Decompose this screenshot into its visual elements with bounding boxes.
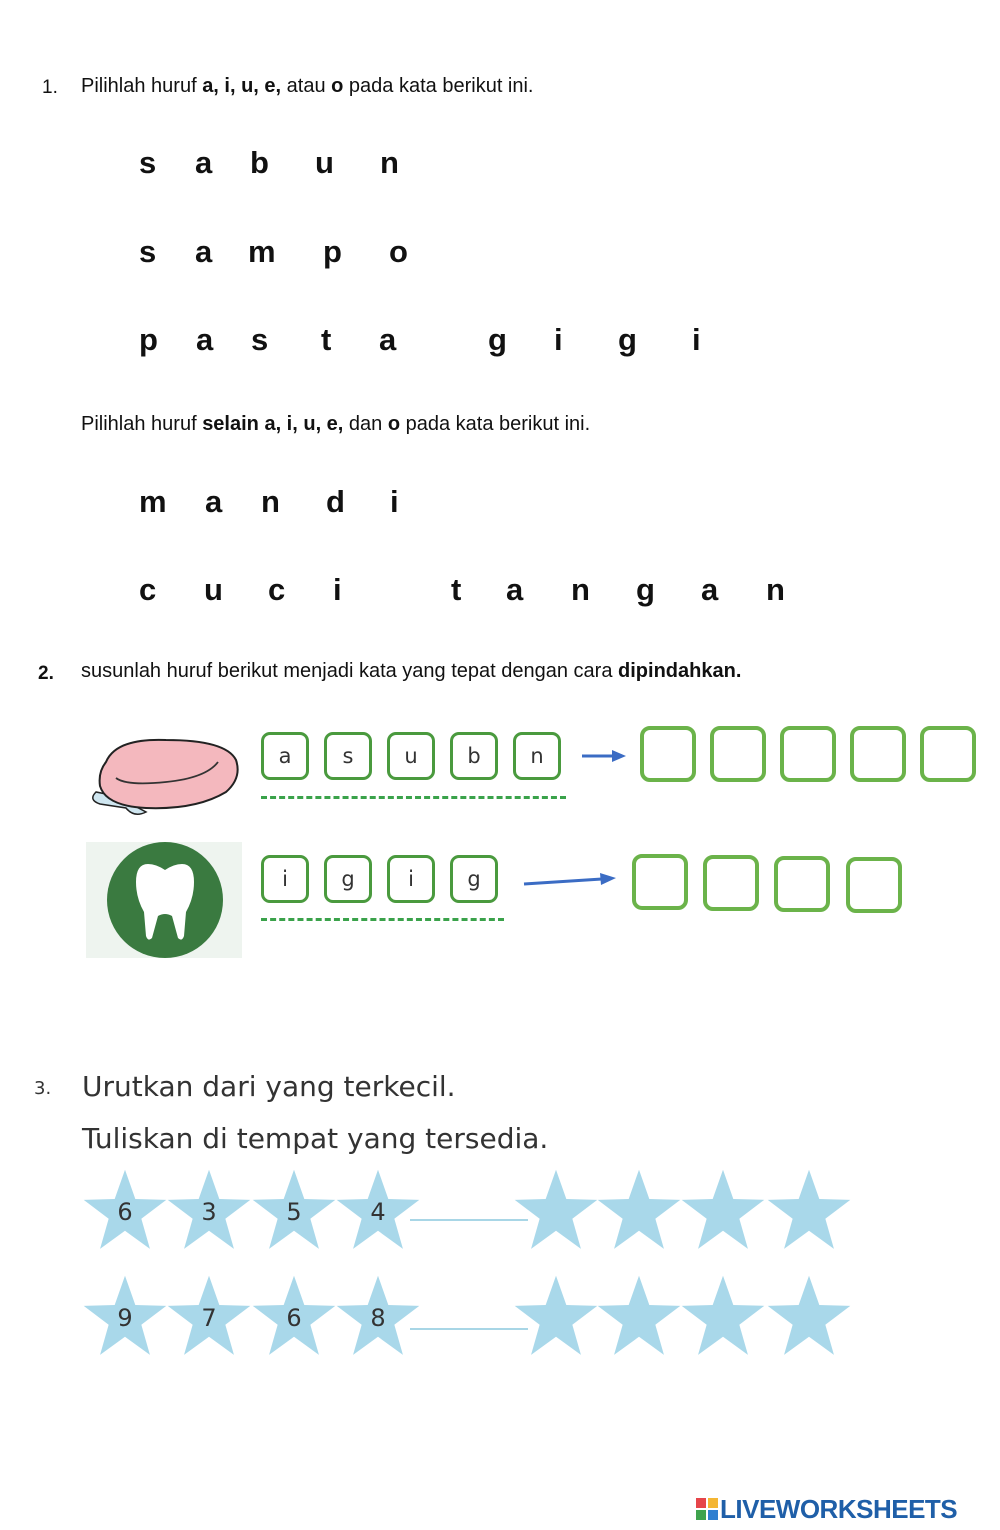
letter-choice[interactable]: m — [248, 234, 276, 269]
number-star[interactable]: 8 — [335, 1274, 421, 1360]
letter-choice[interactable]: s — [139, 145, 157, 180]
answer-slot[interactable] — [850, 726, 906, 782]
answer-star[interactable] — [513, 1274, 599, 1360]
q2-instruction: susunlah huruf berikut menjadi kata yang tepat dengan cara dipindahkan. — [81, 660, 742, 682]
letter-choice[interactable]: o — [389, 234, 408, 269]
letter-choice[interactable]: a — [196, 322, 214, 357]
number-star[interactable]: 6 — [251, 1274, 337, 1360]
answer-slot[interactable] — [710, 726, 766, 782]
arrow-right-icon — [580, 748, 628, 764]
number-star[interactable]: 6 — [82, 1168, 168, 1254]
tile-tray-underline — [261, 918, 504, 921]
number-star[interactable]: 9 — [82, 1274, 168, 1360]
liveworksheets-logo — [696, 1494, 994, 1522]
letter-choice[interactable]: n — [261, 484, 280, 519]
answer-star[interactable] — [766, 1274, 852, 1360]
tooth-image — [86, 842, 242, 958]
connector-line — [410, 1328, 528, 1330]
letter-choice[interactable]: g — [618, 322, 637, 357]
letter-choice[interactable]: t — [321, 322, 332, 357]
tile-tray-underline — [261, 796, 566, 799]
answer-slot[interactable] — [703, 855, 759, 911]
letter-choice[interactable]: p — [323, 234, 342, 269]
number-star[interactable]: 3 — [166, 1168, 252, 1254]
letter-choice[interactable]: a — [506, 572, 524, 607]
q3-number: 3. — [34, 1078, 52, 1099]
letter-tile[interactable]: a — [261, 732, 309, 780]
q1-instruction-a: Pilihlah huruf a, i, u, e, atau o pada kata berikut ini. — [81, 75, 534, 97]
letter-choice[interactable]: s — [139, 234, 157, 269]
letter-choice[interactable]: d — [326, 484, 345, 519]
answer-star[interactable] — [596, 1168, 682, 1254]
answer-slot[interactable] — [920, 726, 976, 782]
q1-number: 1. — [42, 77, 58, 98]
letter-tile[interactable]: b — [450, 732, 498, 780]
letter-choice[interactable]: c — [139, 572, 157, 607]
letter-choice[interactable]: i — [333, 572, 342, 607]
letter-choice[interactable]: u — [204, 572, 223, 607]
q1-instruction-b: Pilihlah huruf selain a, i, u, e, dan o pada kata berikut ini. — [81, 413, 591, 435]
answer-slot[interactable] — [640, 726, 696, 782]
arrow-right-icon — [522, 870, 618, 890]
letter-choice[interactable]: a — [701, 572, 719, 607]
letter-choice[interactable]: n — [380, 145, 399, 180]
answer-slot[interactable] — [780, 726, 836, 782]
letter-choice[interactable]: t — [451, 572, 462, 607]
letter-tile[interactable]: i — [387, 855, 435, 903]
q3-instruction-line-1: Urutkan dari yang terkecil. — [82, 1070, 456, 1103]
letter-tile[interactable]: g — [450, 855, 498, 903]
connector-line — [410, 1219, 528, 1221]
letter-choice[interactable]: u — [315, 145, 334, 180]
letter-choice[interactable]: s — [251, 322, 269, 357]
answer-slot[interactable] — [846, 857, 902, 913]
letter-choice[interactable]: c — [268, 572, 286, 607]
number-star[interactable]: 4 — [335, 1168, 421, 1254]
answer-star[interactable] — [680, 1274, 766, 1360]
answer-star[interactable] — [680, 1168, 766, 1254]
number-star[interactable]: 7 — [166, 1274, 252, 1360]
q3-instruction-line-2: Tuliskan di tempat yang tersedia. — [82, 1122, 549, 1155]
letter-choice[interactable]: g — [636, 572, 655, 607]
answer-slot[interactable] — [632, 854, 688, 910]
letter-choice[interactable]: i — [554, 322, 563, 357]
letter-tile[interactable]: s — [324, 732, 372, 780]
answer-star[interactable] — [513, 1168, 599, 1254]
soap-image — [86, 722, 242, 822]
letter-choice[interactable]: m — [139, 484, 167, 519]
letter-choice[interactable]: b — [250, 145, 269, 180]
letter-choice[interactable]: a — [379, 322, 397, 357]
letter-choice[interactable]: a — [195, 234, 213, 269]
logo-mark-icon — [696, 1498, 718, 1520]
letter-choice[interactable]: i — [692, 322, 701, 357]
letter-choice[interactable]: i — [390, 484, 399, 519]
letter-tile[interactable]: i — [261, 855, 309, 903]
letter-choice[interactable]: p — [139, 322, 158, 357]
letter-tile[interactable]: g — [324, 855, 372, 903]
answer-slot[interactable] — [774, 856, 830, 912]
letter-choice[interactable]: a — [205, 484, 223, 519]
answer-star[interactable] — [766, 1168, 852, 1254]
letter-tile[interactable]: n — [513, 732, 561, 780]
letter-choice[interactable]: n — [766, 572, 785, 607]
letter-tile[interactable]: u — [387, 732, 435, 780]
letter-choice[interactable]: a — [195, 145, 213, 180]
letter-choice[interactable]: g — [488, 322, 507, 357]
letter-choice[interactable]: n — [571, 572, 590, 607]
answer-star[interactable] — [596, 1274, 682, 1360]
number-star[interactable]: 5 — [251, 1168, 337, 1254]
logo-text: LIVEWORKSHEETS — [720, 1494, 958, 1524]
q2-number: 2. — [38, 663, 54, 684]
